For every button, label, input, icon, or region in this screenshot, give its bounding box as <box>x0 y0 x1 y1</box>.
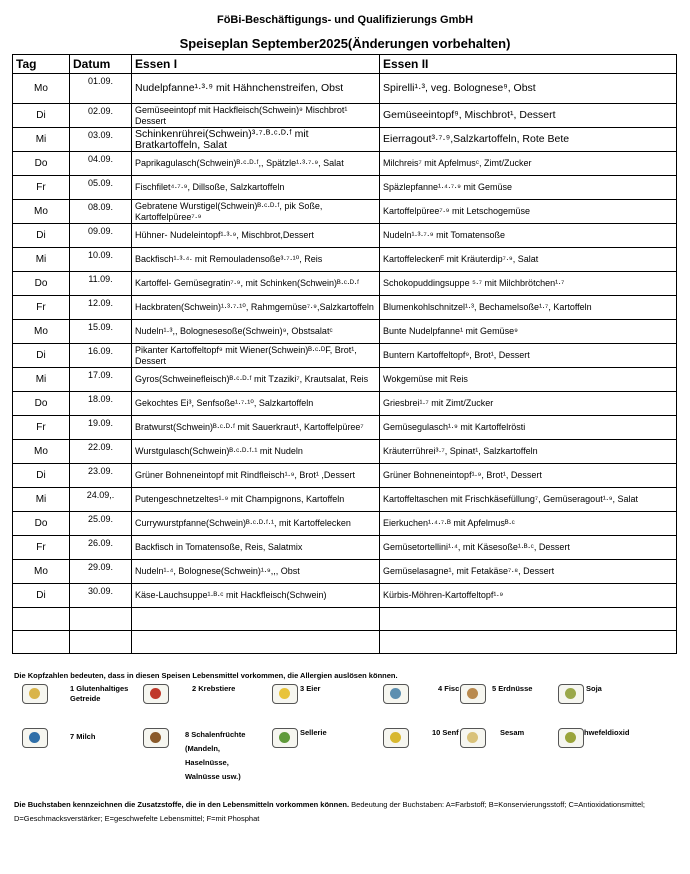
table-row <box>13 296 677 320</box>
allergen-3-label: 3 Eier <box>300 684 321 693</box>
essen-1-cell: Grüner Bohneneintopf mit Rindfleisch¹·⁹, Brot¹ ,Dessert <box>132 464 380 488</box>
allergen-2-label: 2 Krebstiere <box>192 684 236 693</box>
essen-2-cell: Griesbrei¹·⁷ mit Zimt/Zucker <box>380 392 677 416</box>
table-row <box>13 440 677 464</box>
empty-cell <box>132 631 380 654</box>
datum-cell: 18.09. <box>70 392 132 416</box>
allergen-5-label: 5 Erdnüsse <box>492 684 533 693</box>
essen-1-cell: Wurstgulasch(Schwein)ᴮ·ᶜ·ᴰ·ᶠ·¹ mit Nudeln <box>132 440 380 464</box>
table-row <box>13 512 677 536</box>
tag-cell: Do <box>13 392 70 416</box>
empty-cell <box>380 631 677 654</box>
essen-2-cell: Nudeln¹·³·⁷·⁹ mit Tomatensoße <box>380 224 677 248</box>
table-row <box>13 464 677 488</box>
datum-cell: 01.09. <box>70 74 132 104</box>
essen-1-cell: Fischfilet⁴·⁷·⁹, Dillsoße, Salzkartoffeln <box>132 176 380 200</box>
essen-2-cell: Eierkuchen¹·⁴·⁷·ᴮ mit Apfelmusᴮ·ᶜ <box>380 512 677 536</box>
tag-cell: Do <box>13 272 70 296</box>
essen-1-cell: Pikanter Kartoffeltopf⁹ mit Wiener(Schwein)ᴮ·ᶜ·ᴰF, Brot¹, Dessert <box>132 344 380 368</box>
menu-table <box>12 54 677 654</box>
datum-cell: 23.09. <box>70 464 132 488</box>
essen-2-cell: Spirelli¹·³, veg. Bolognese⁹, Obst <box>380 74 677 104</box>
datum-cell: 03.09. <box>70 128 132 152</box>
crustacean-icon <box>143 684 169 704</box>
essen-1-cell: Putengeschnetzeltes¹·⁹ mit Champignons, Kartoffeln <box>132 488 380 512</box>
datum-cell: 22.09. <box>70 440 132 464</box>
tag-cell: Mo <box>13 560 70 584</box>
tag-cell: Di <box>13 464 70 488</box>
table-row <box>13 74 677 104</box>
allergen-12-label: hwefeldioxid <box>584 728 630 737</box>
company-name: FöBi-Beschäftigungs- und Qualifizierungs GmbH <box>216 14 474 26</box>
mustard-icon <box>383 728 409 748</box>
essen-1-cell: Gemüseeintopf mit Hackfleisch(Schwein)⁹ Mischbrot¹ Dessert <box>132 104 380 128</box>
tag-cell: Fr <box>13 536 70 560</box>
datum-cell: 09.09. <box>70 224 132 248</box>
essen-1-cell: Paprikagulasch(Schwein)ᴮ·ᶜ·ᴰ·ᶠ,, Spätzle¹·³·⁷·⁹, Salat <box>132 152 380 176</box>
essen-1-cell: Nudeln¹·³,, Bolognesesoße(Schwein)⁹, Obstsalatᶜ <box>132 320 380 344</box>
tag-cell: Fr <box>13 296 70 320</box>
table-row <box>13 584 677 608</box>
tag-cell: Mi <box>13 368 70 392</box>
empty-row <box>13 608 677 631</box>
essen-1-cell: Kartoffel- Gemüsegratin⁷·⁹, mit Schinken(Schwein)ᴮ·ᶜ·ᴰ·ᶠ <box>132 272 380 296</box>
datum-cell: 30.09. <box>70 584 132 608</box>
tag-cell: Do <box>13 152 70 176</box>
tree-nut-icon <box>143 728 169 748</box>
table-header-row <box>13 55 677 74</box>
essen-2-cell: Kartoffeltaschen mit Frischkäsefüllung⁷, Gemüseragout¹·⁹, Salat <box>380 488 677 512</box>
datum-cell: 02.09. <box>70 104 132 128</box>
essen-2-cell: Gemüsetortellini¹·⁴, mit Käsesoße¹·ᴮ·ᶜ, Dessert <box>380 536 677 560</box>
allergen-4-label: 4 Fisc <box>438 684 460 693</box>
datum-cell: 24.09,. <box>70 488 132 512</box>
essen-1-cell: Gebratene Wurstigel(Schwein)ᴮ·ᶜ·ᴰ·ᶠ, pik Soße, Kartoffelpüree⁷·⁹ <box>132 200 380 224</box>
fish-icon <box>383 684 409 704</box>
empty-cell <box>70 608 132 631</box>
gluten-icon <box>22 684 48 704</box>
essen-2-cell: Kräuterrührei³·⁷, Spinat¹, Salzkartoffeln <box>380 440 677 464</box>
datum-cell: 25.09. <box>70 512 132 536</box>
essen-2-cell: Kartoffeleckenᴱ mit Kräuterdip⁷·⁹, Salat <box>380 248 677 272</box>
tag-cell: Do <box>13 512 70 536</box>
essen-2-cell: Gemüsegulasch¹·⁹ mit Kartoffelrösti <box>380 416 677 440</box>
tag-cell: Mo <box>13 320 70 344</box>
tag-cell: Fr <box>13 176 70 200</box>
essen-2-cell: Milchreis⁷ mit Apfelmusᶜ, Zimt/Zucker <box>380 152 677 176</box>
allergen-10-label: 10 Senf <box>432 728 459 737</box>
tag-cell: Di <box>13 104 70 128</box>
egg-icon <box>272 684 298 704</box>
allergen-1-label: 1 Glutenhaltiges Getreide <box>70 684 129 703</box>
allergen-6-label: Soja <box>586 684 602 693</box>
essen-1-cell: Gyros(Schweinefleisch)ᴮ·ᶜ·ᴰ·ᶠ mit Tzaziki⁷, Krautsalat, Reis <box>132 368 380 392</box>
empty-cell <box>13 608 70 631</box>
datum-cell: 19.09. <box>70 416 132 440</box>
essen-2-cell: Späzlepfanne¹·⁴·⁷·⁹ mit Gemüse <box>380 176 677 200</box>
essen-1-cell: Bratwurst(Schwein)ᴮ·ᶜ·ᴰ·ᶠ mit Sauerkraut¹, Kartoffelpüree⁷ <box>132 416 380 440</box>
table-row <box>13 152 677 176</box>
table-row <box>13 104 677 128</box>
essen-2-cell: Eierragout³·⁷·⁹,Salzkartoffeln, Rote Bete <box>380 128 677 152</box>
allergen-8-label: 8 Schalenfrüchte (Mandeln, Haselnüsse, Walnüsse usw.) <box>185 730 246 781</box>
table-row <box>13 176 677 200</box>
datum-cell: 04.09. <box>70 152 132 176</box>
peanut-icon <box>460 684 486 704</box>
empty-cell <box>70 631 132 654</box>
table-row <box>13 368 677 392</box>
essen-1-cell: Gekochtes Ei³, Senfsoße¹·⁷·¹⁰, Salzkartoffeln <box>132 392 380 416</box>
essen-1-cell: Käse-Lauchsuppe¹·ᴮ·ᶜ mit Hackfleisch(Schwein) <box>132 584 380 608</box>
table-row <box>13 320 677 344</box>
essen-1-cell: Hackbraten(Schwein)¹·³·⁷·¹⁰, Rahmgemüse⁷·⁹,Salzkartoffeln <box>132 296 380 320</box>
essen-2-cell: Gemüseeintopf⁹, Mischbrot¹, Dessert <box>380 104 677 128</box>
essen-1-cell: Nudeln¹·⁴, Bolognese(Schwein)¹·⁹,,, Obst <box>132 560 380 584</box>
table-row <box>13 344 677 368</box>
tag-cell: Di <box>13 224 70 248</box>
empty-cell <box>380 608 677 631</box>
table-row <box>13 536 677 560</box>
tag-cell: Di <box>13 344 70 368</box>
additives-note-heading: Die Buchstaben kennzeichnen die Zusatzstoffe, die in den Lebensmitteln vorkommen können. <box>14 800 350 809</box>
datum-cell: 05.09. <box>70 176 132 200</box>
tag-cell: Mo <box>13 200 70 224</box>
table-row <box>13 392 677 416</box>
sulphite-icon <box>558 728 584 748</box>
additives-note-text: Bedeutung der Buchstaben: A=Farbstoff; B=Konservierungsstoff; C=Antioxidationsmittel; D=Geschmacksverstärker; E=geschwefelte Lebensmittel; F=mit Phosphat <box>14 800 646 823</box>
datum-cell: 29.09. <box>70 560 132 584</box>
datum-cell: 16.09. <box>70 344 132 368</box>
essen-2-cell: Schokopuddingsuppe ⁵·⁷ mit Milchbrötchen¹·⁷ <box>380 272 677 296</box>
essen-1-cell: Schinkenrührei(Schwein)³·⁷·ᴮ·ᶜ·ᴰ·ᶠ mit Bratkartoffeln, Salat <box>132 128 380 152</box>
essen-2-cell: Buntern Kartoffeltopf⁹, Brot¹, Dessert <box>380 344 677 368</box>
table-row <box>13 224 677 248</box>
additives-note <box>14 798 674 826</box>
table-row <box>13 416 677 440</box>
table-row <box>13 128 677 152</box>
tag-cell: Fr <box>13 416 70 440</box>
essen-2-cell: Kürbis-Möhren-Kartoffeltopf¹·⁹ <box>380 584 677 608</box>
tag-cell: Mo <box>13 74 70 104</box>
table-row <box>13 248 677 272</box>
allergen-9-label: Sellerie <box>300 728 327 737</box>
datum-cell: 17.09. <box>70 368 132 392</box>
datum-cell: 15.09. <box>70 320 132 344</box>
milk-icon <box>22 728 48 748</box>
header-essen-2: Essen II <box>380 55 677 74</box>
essen-1-cell: Backfisch in Tomatensoße, Reis, Salatmix <box>132 536 380 560</box>
empty-cell <box>132 608 380 631</box>
datum-cell: 11.09. <box>70 272 132 296</box>
table-row <box>13 560 677 584</box>
soy-icon <box>558 684 584 704</box>
essen-1-cell: Nudelpfanne¹·³·⁹ mit Hähnchenstreifen, Obst <box>132 74 380 104</box>
allergen-7-label: 7 Milch <box>70 732 96 741</box>
allergen-11-label: Sesam <box>500 728 525 737</box>
table-row <box>13 272 677 296</box>
header-tag: Tag <box>13 55 70 74</box>
essen-2-cell: Grüner Bohneneintopf¹·⁹, Brot¹, Dessert <box>380 464 677 488</box>
datum-cell: 12.09. <box>70 296 132 320</box>
essen-2-cell: Gemüselasagne¹, mit Fetakäse⁷·⁸, Dessert <box>380 560 677 584</box>
table-row <box>13 200 677 224</box>
empty-cell <box>13 631 70 654</box>
essen-2-cell: Bunte Nudelpfanne¹ mit Gemüse⁹ <box>380 320 677 344</box>
essen-2-cell: Blumenkohlschnitzel¹·³, Bechamelsoße¹·⁷, Kartoffeln <box>380 296 677 320</box>
empty-row <box>13 631 677 654</box>
tag-cell: Mi <box>13 128 70 152</box>
header-essen-1: Essen I <box>132 55 380 74</box>
essen-1-cell: Hühner- Nudeleintopf¹·³·⁹, Mischbrot,Dessert <box>132 224 380 248</box>
essen-1-cell: Backfisch¹·³·⁴· mit Remouladensoße³·⁷·¹⁰, Reis <box>132 248 380 272</box>
datum-cell: 10.09. <box>70 248 132 272</box>
table-row <box>13 488 677 512</box>
essen-2-cell: Wokgemüse mit Reis <box>380 368 677 392</box>
tag-cell: Mi <box>13 488 70 512</box>
datum-cell: 26.09. <box>70 536 132 560</box>
tag-cell: Mi <box>13 248 70 272</box>
tag-cell: Di <box>13 584 70 608</box>
tag-cell: Mo <box>13 440 70 464</box>
datum-cell: 08.09. <box>70 200 132 224</box>
header-datum: Datum <box>70 55 132 74</box>
essen-2-cell: Kartoffelpüree⁷·⁹ mit Letschogemüse <box>380 200 677 224</box>
essen-1-cell: Currywurstpfanne(Schwein)ᴮ·ᶜ·ᴰ·ᶠ·¹, mit Kartoffelecken <box>132 512 380 536</box>
sesame-icon <box>460 728 486 748</box>
page-title: Speiseplan September2025(Änderungen vorbehalten) <box>179 36 511 51</box>
allergen-legend-intro: Die Kopfzahlen bedeuten, dass in diesen Speisen Lebensmittel vorkommen, die Allergien auslösen können. <box>14 671 398 680</box>
celery-icon <box>272 728 298 748</box>
